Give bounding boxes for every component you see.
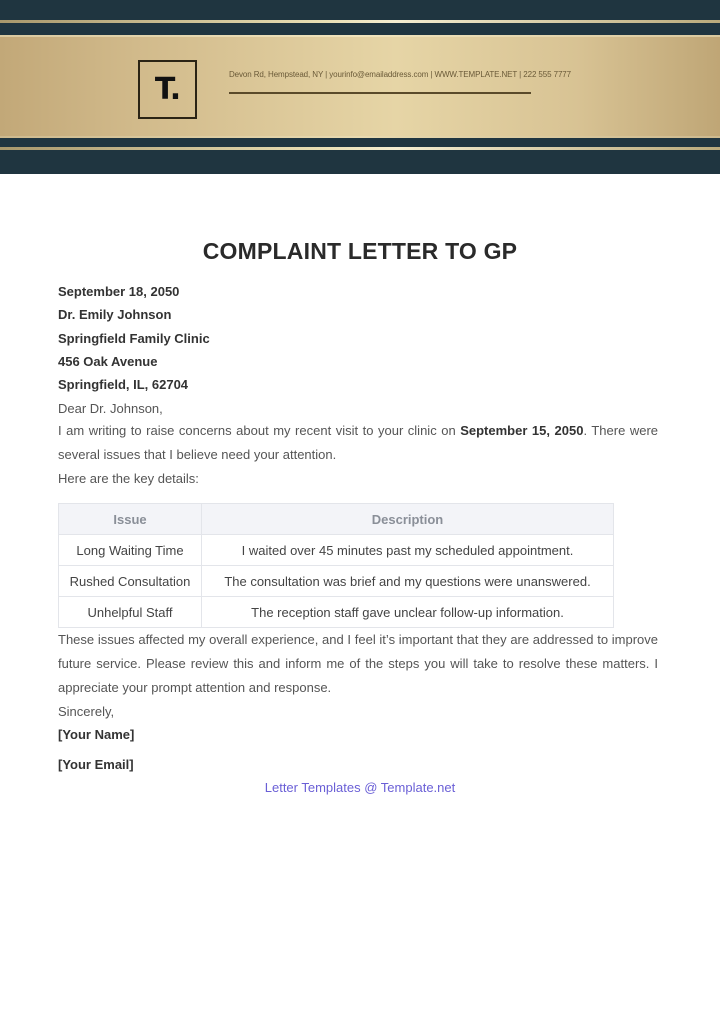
closing-paragraph: These issues affected my overall experience, and I feel it’s important that they are addressed to improve future service. Please review this and inform me of the steps you will take to resolve these matters. I appreciate your prompt attention and response. <box>58 632 658 695</box>
letter-date: September 18, 2050 <box>58 284 180 299</box>
sign-off: Sincerely, <box>58 704 115 719</box>
column-header-description: Description <box>202 504 614 535</box>
column-header-issue: Issue <box>59 504 202 535</box>
logo <box>138 60 197 119</box>
document-title: COMPLAINT LETTER TO GP <box>202 238 518 264</box>
table-row <box>59 535 614 566</box>
intro-paragraph: I am writing to raise concerns about my recent visit to your clinic on September 15, 2050. There were several issues that I believe need your attention. <box>58 423 658 462</box>
signature-email: [Your Email] <box>58 757 134 772</box>
issue-cell: Rushed Consultation <box>59 566 202 597</box>
description-cell: The reception staff gave unclear follow-up information. <box>202 597 614 628</box>
issues-table <box>58 503 614 628</box>
signature-name: [Your Name] <box>58 727 135 742</box>
visit-date: September 15, 2050 <box>460 423 584 438</box>
table-row <box>59 597 614 628</box>
gold-band <box>0 35 720 138</box>
table-header-row <box>59 504 614 535</box>
bottom-gold-stripe <box>0 147 720 150</box>
template-net-link[interactable]: Letter Templates @ Template.net <box>264 780 456 795</box>
contact-divider <box>229 92 531 94</box>
recipient-organization: Springfield Family Clinic <box>58 331 210 346</box>
issue-cell: Unhelpful Staff <box>59 597 202 628</box>
salutation: Dear Dr. Johnson, <box>58 401 163 416</box>
top-gold-stripe <box>0 20 720 23</box>
table-row <box>59 566 614 597</box>
description-cell: The consultation was brief and my questions were unanswered. <box>202 566 614 597</box>
recipient-name: Dr. Emily Johnson <box>58 307 172 322</box>
lead-in: Here are the key details: <box>58 471 199 486</box>
header-banner <box>0 0 720 174</box>
description-cell: I waited over 45 minutes past my scheduled appointment. <box>202 535 614 566</box>
issue-cell: Long Waiting Time <box>59 535 202 566</box>
logo-letter: T. <box>154 71 181 107</box>
contact-info: Devon Rd, Hempstead, NY | yourinfo@emailaddress.com | WWW.TEMPLATE.NET | 222 555 7777 <box>229 70 571 79</box>
recipient-street: 456 Oak Avenue <box>58 354 158 369</box>
recipient-city: Springfield, IL, 62704 <box>58 377 189 392</box>
